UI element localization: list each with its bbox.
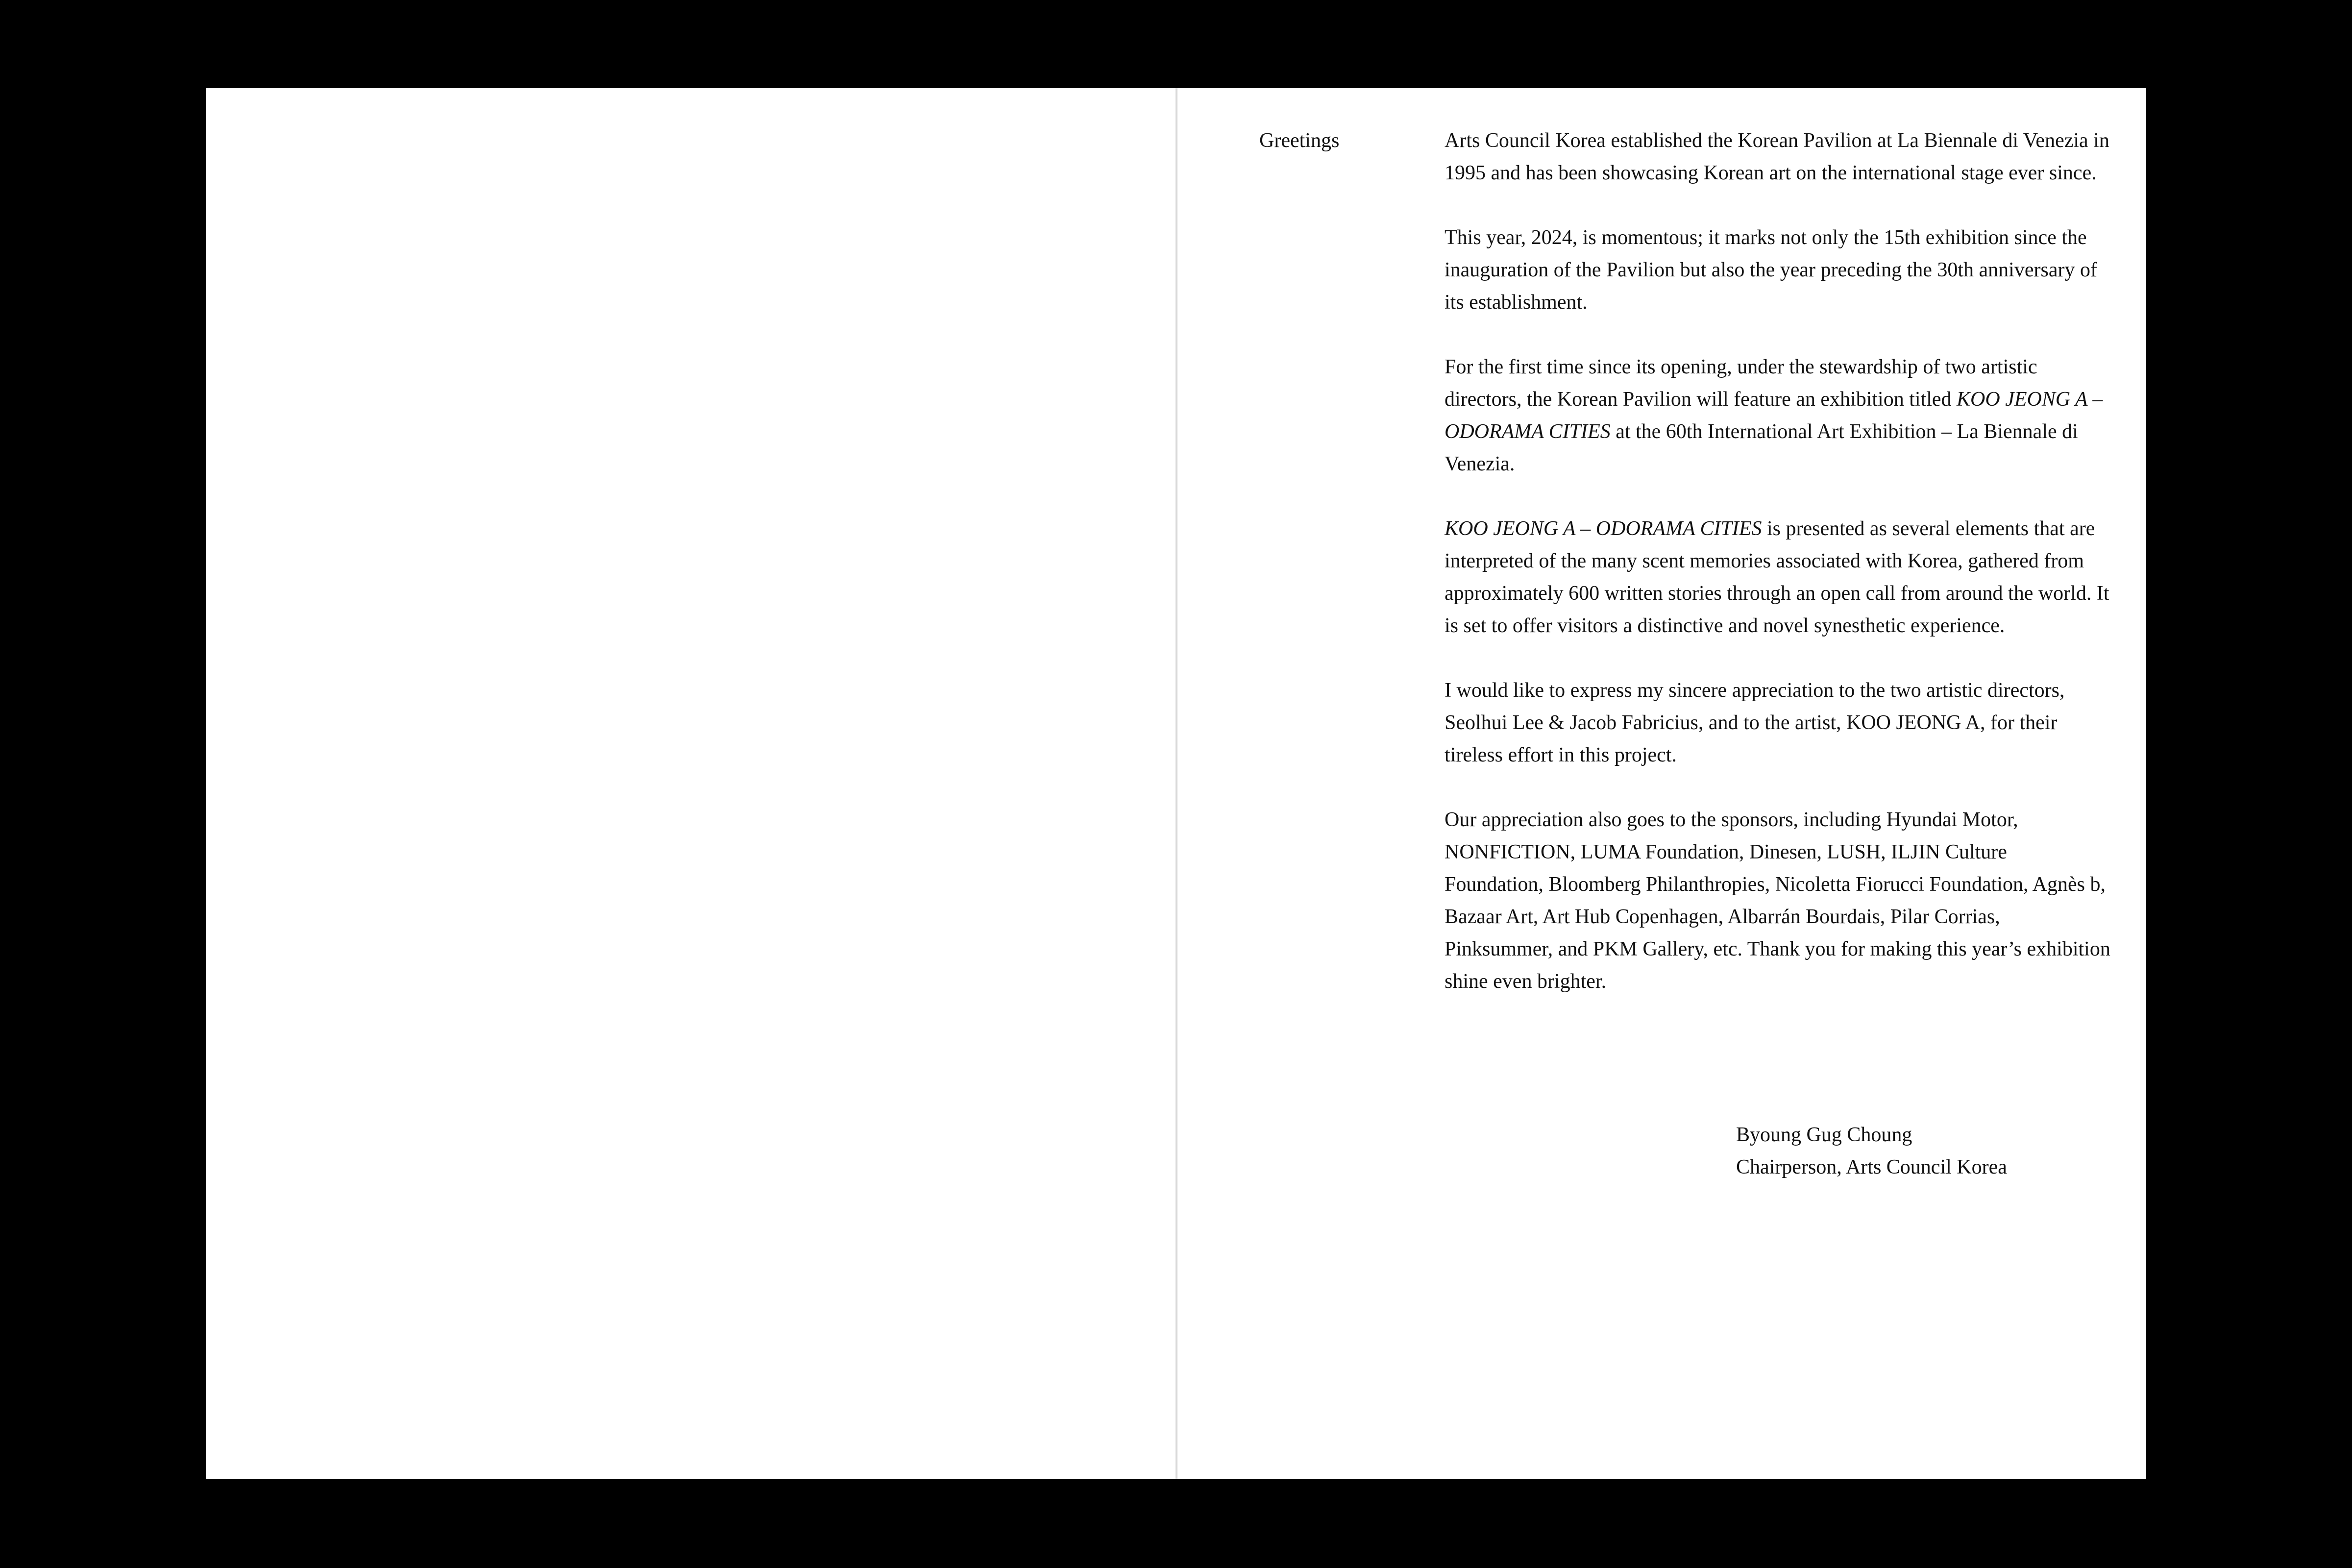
signature-block (1736, 1119, 2007, 1183)
exhibition-title: KOO JEONG A – ODORAMA CITIES (1445, 517, 1762, 540)
paragraph-6: Our appreciation also goes to the sponsors, including Hyundai Motor, NONFICTION, LUMA Foundation, Dinesen, LUSH, ILJIN Culture Foundation, Bloomberg Philanthropies, Nicoletta Fiorucci Foundation, Agnès b, Bazaar Art, Art Hub Copenhagen, Albarrán Bourdais, Pilar Corrias, Pinksummer, and PKM Gallery, etc. Thank you for making this year’s exhibition shine even brighter. (1445, 808, 2110, 993)
signatory-name: Byoung Gug Choung (1736, 1124, 1912, 1146)
section-label: Greetings (1259, 129, 1340, 152)
signatory-title: Chairperson, Arts Council Korea (1736, 1156, 2007, 1178)
paragraph-2: This year, 2024, is momentous; it marks not only the 15th exhibition since the inauguration of the Pavilion but also the year preceding the 30th anniversary of its establishment. (1445, 226, 2097, 314)
paragraph-3 (1445, 351, 2111, 480)
paragraph-4-text: is presented as several elements that are interpreted of the many scent memories associated with Korea, gathered from approximately 600 written stories through an open call from around the world. It is set to offer visitors a distinctive and novel synesthetic experience. (1445, 517, 2109, 637)
paragraph-3-end: at the 60th International Art Exhibition – La Biennale di Venezia. (1445, 420, 2078, 475)
paragraph-1: Arts Council Korea established the Korean Pavilion at La Biennale di Venezia in 1995 and has been showcasing Korean art on the international stage ever since. (1445, 129, 2109, 184)
paragraph-5: I would like to express my sincere appreciation to the two artistic directors, Seolhui Lee & Jacob Fabricius, and to the artist, KOO JEONG A, for their tireless effort in this project. (1445, 679, 2065, 766)
right-page (1177, 88, 2146, 1479)
greetings-body (1445, 124, 2111, 1030)
paragraph-4 (1445, 513, 2111, 642)
exhibition-title: KOO JEONG A – ODORAMA CITIES (1445, 388, 2103, 443)
left-page-blank (206, 88, 1176, 1479)
paragraph-3-intro: For the first time since its opening, under the stewardship of two artistic directors, the Korean Pavilion will feature an exhibition titled (1445, 356, 2037, 411)
book-spread (206, 88, 2146, 1479)
